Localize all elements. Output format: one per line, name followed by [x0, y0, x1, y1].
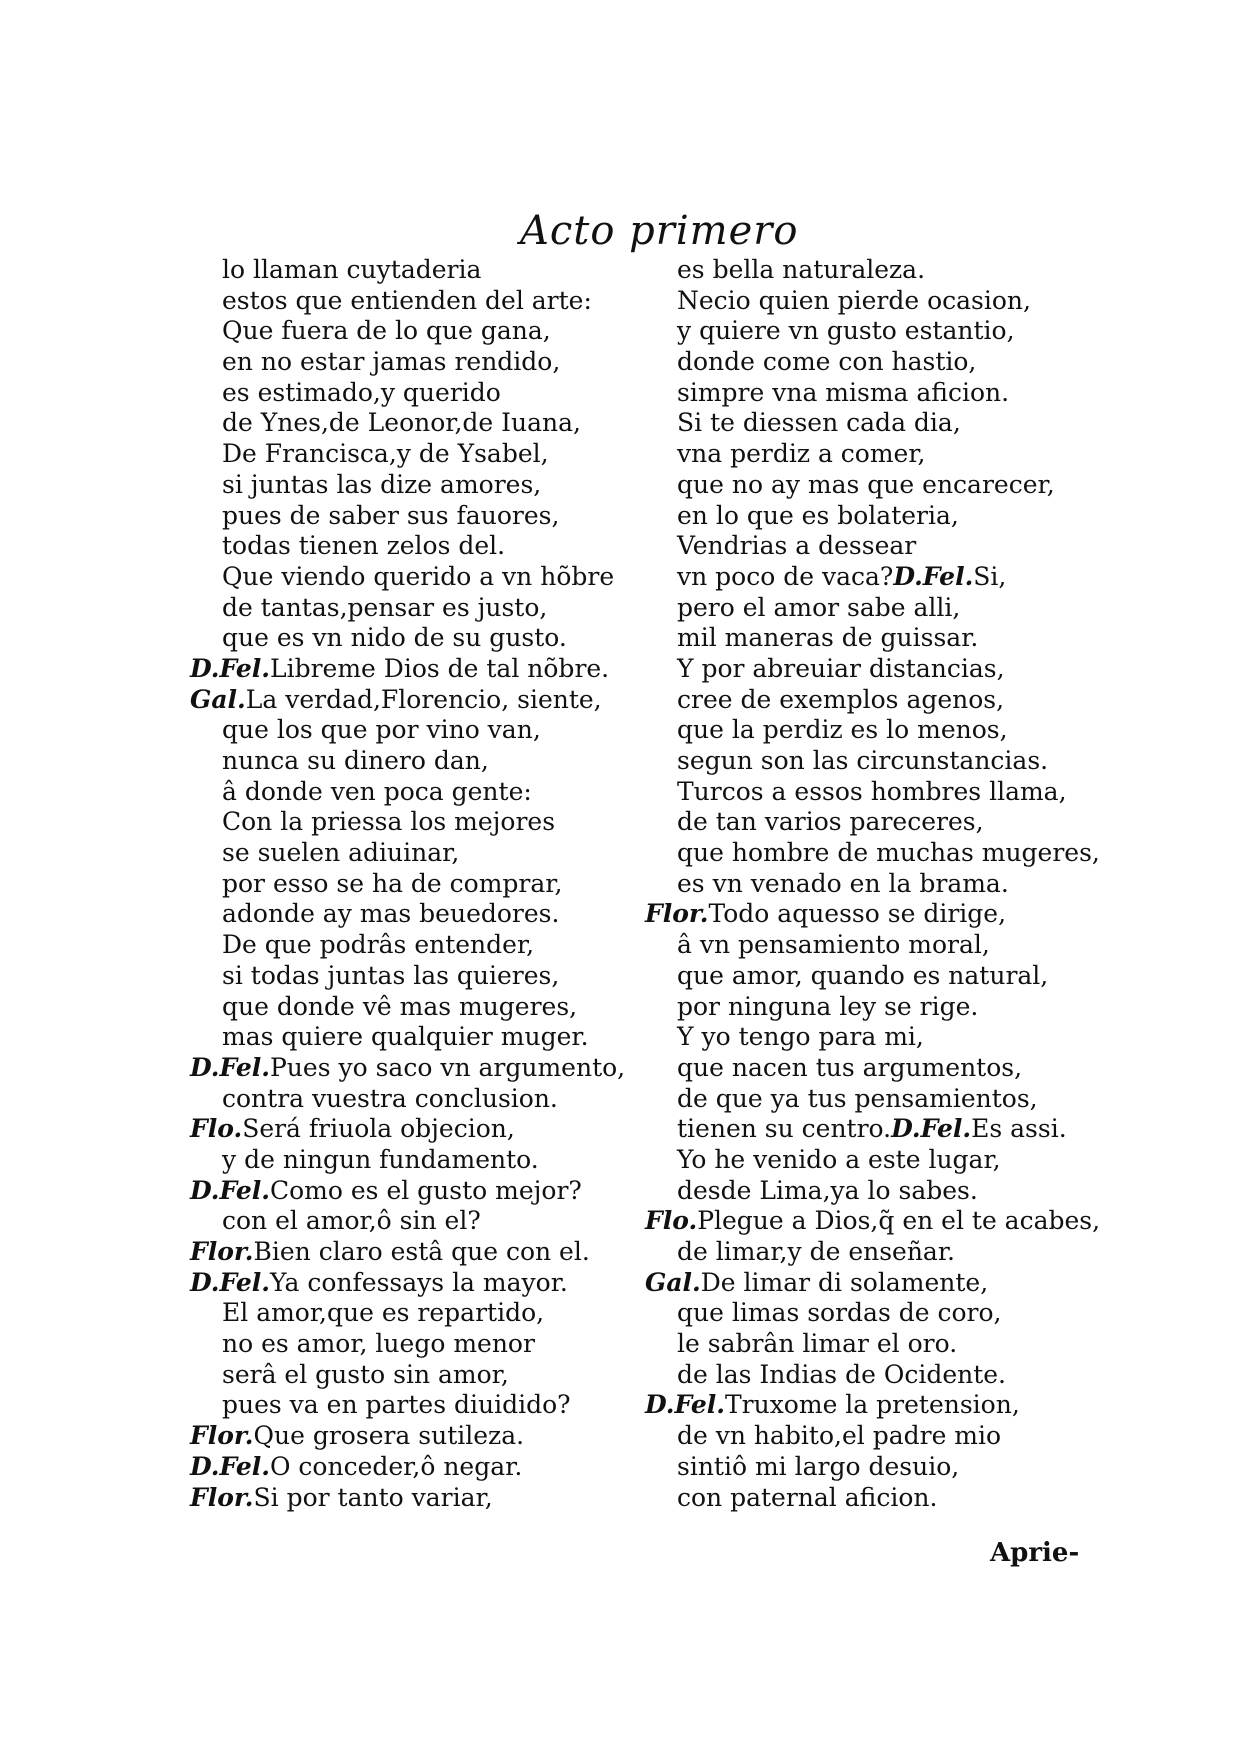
verse-line	[190, 961, 660, 992]
verse-text: El amor,que es repartido,	[222, 1298, 545, 1328]
verse-line	[645, 1237, 1085, 1268]
speaker-label: Gal.	[645, 1267, 701, 1297]
verse-line	[190, 777, 660, 808]
verse-text: nunca su dinero dan,	[222, 746, 489, 775]
verse-text: Plegue a Dios,q̃ en el te acabes,	[697, 1206, 1101, 1236]
verse-text: Si por tanto variar,	[253, 1482, 493, 1512]
verse-line	[190, 1084, 660, 1115]
inline-speaker-label: D.Fel.	[893, 561, 974, 591]
verse-text: â vn pensamiento moral,	[677, 930, 990, 960]
verse-text: Necio quien pierde ocasion,	[677, 285, 1031, 315]
verse-line	[645, 1452, 1085, 1483]
verse-text: Vendrias a dessear	[677, 531, 917, 561]
verse-text: en lo que es bolateria,	[677, 500, 959, 530]
verse-text: Libreme Dios de tal nõbre.	[269, 653, 610, 683]
verse-text: lo llaman cuytaderia	[222, 255, 482, 284]
verse-line	[645, 408, 1085, 439]
verse-text: y quiere vn gusto estantio,	[677, 316, 1015, 346]
verse-line	[190, 685, 660, 716]
verse-line	[190, 1329, 660, 1360]
verse-text: â donde ven poca gente:	[222, 776, 532, 806]
speaker-label: Flo.	[645, 1206, 698, 1236]
verse-line	[190, 470, 660, 501]
verse-text: no es amor, luego menor	[222, 1329, 535, 1359]
speaker-label: D.Fel.	[645, 1390, 725, 1420]
speaker-label: Flo.	[190, 1114, 243, 1144]
verse-text: de limar,y de enseñar.	[677, 1237, 955, 1266]
verse-text: es vn venado en la brama.	[677, 868, 1009, 898]
verse-line	[190, 807, 660, 838]
verse-line	[645, 992, 1085, 1023]
verse-text: donde come con hastio,	[677, 347, 977, 377]
verse-text: que amor, quando es natural,	[677, 960, 1049, 990]
running-header: Acto primero	[520, 208, 799, 254]
verse-line	[190, 347, 660, 378]
speaker-label: D.Fel.	[190, 1267, 270, 1297]
verse-text: La verdad,Florencio, siente,	[245, 684, 602, 714]
speaker-label: Gal.	[190, 684, 246, 714]
inline-speaker-label: D.Fel.	[891, 1114, 972, 1144]
verse-line	[645, 1390, 1085, 1421]
verse-line	[190, 378, 660, 409]
verse-line	[645, 531, 1085, 562]
verse-text: si juntas las dize amores,	[222, 469, 542, 499]
verse-text: desde Lima,ya lo sabes.	[677, 1175, 978, 1205]
verse-line	[190, 1237, 660, 1268]
verse-line	[190, 869, 660, 900]
verse-line	[190, 1483, 660, 1514]
verse-line	[190, 255, 660, 286]
verse-line	[645, 316, 1085, 347]
verse-line	[645, 930, 1085, 961]
verse-line	[645, 1022, 1085, 1053]
verse-text: Y por abreuiar distancias,	[677, 653, 1005, 683]
verse-text: De limar di solamente,	[700, 1267, 989, 1297]
verse-line	[190, 623, 660, 654]
verse-text: le sabrân limar el oro.	[677, 1329, 958, 1359]
verse-line	[190, 838, 660, 869]
verse-line	[645, 1176, 1085, 1207]
verse-line	[190, 1114, 660, 1145]
verse-line	[645, 501, 1085, 532]
verse-line	[645, 1298, 1085, 1329]
verse-text: simpre vna misma aficion.	[677, 377, 1010, 407]
verse-text: de las Indias de Ocidente.	[677, 1359, 1007, 1389]
verse-line	[190, 1421, 660, 1452]
verse-text: pues de saber sus fauores,	[222, 500, 560, 530]
verse-text: si todas juntas las quieres,	[222, 960, 560, 990]
verse-line	[645, 1084, 1085, 1115]
verse-line	[190, 562, 660, 593]
speaker-label: Flor.	[190, 1237, 254, 1266]
verse-text: De Francisca,y de Ysabel,	[222, 439, 549, 469]
verse-line	[645, 1053, 1085, 1084]
verse-line	[190, 1176, 660, 1207]
verse-text: Pues yo saco vn argumento,	[269, 1052, 626, 1082]
verse-line	[190, 439, 660, 470]
verse-text: de Ynes,de Leonor,de Iuana,	[222, 408, 581, 438]
verse-text: con paternal aficion.	[677, 1482, 938, 1512]
verse-text: que nacen tus argumentos,	[677, 1052, 1023, 1082]
verse-line	[190, 286, 660, 317]
verse-line	[645, 899, 1085, 930]
verse-text: Bien claro estâ que con el.	[253, 1237, 590, 1266]
speaker-label: D.Fel.	[190, 1451, 270, 1481]
verse-text: de vn habito,el padre mio	[677, 1421, 1002, 1451]
verse-line	[645, 347, 1085, 378]
speaker-label: D.Fel.	[190, 1175, 270, 1205]
verse-line	[190, 501, 660, 532]
verse-text: mil maneras de guissar.	[677, 623, 979, 653]
verse-line	[645, 470, 1085, 501]
verse-text: Con la priessa los mejores	[222, 807, 556, 837]
verse-text: que donde vê mas mugeres,	[222, 991, 578, 1021]
verse-line	[190, 715, 660, 746]
verse-text: por esso se ha de comprar,	[222, 868, 563, 898]
verse-line	[190, 746, 660, 777]
verse-text: que hombre de muchas mugeres,	[677, 838, 1100, 868]
verse-text: que no ay mas que encarecer,	[677, 469, 1055, 499]
verse-text: que es vn nido de su gusto.	[222, 623, 567, 653]
inline-verse-text: Es assi.	[971, 1114, 1067, 1144]
verse-text: en no estar jamas rendido,	[222, 347, 561, 377]
verse-line	[645, 838, 1100, 869]
speaker-label: Flor.	[190, 1421, 254, 1451]
verse-line	[645, 1114, 1085, 1145]
verse-text: que la perdiz es lo menos,	[677, 715, 1008, 745]
inline-verse-text: Si,	[973, 561, 1007, 591]
verse-line	[645, 255, 1085, 286]
verse-line	[190, 1360, 660, 1391]
verse-text: vn poco de vaca?	[677, 561, 894, 591]
verse-line	[190, 531, 660, 562]
verse-text: O conceder,ô negar.	[269, 1451, 523, 1481]
verse-line	[190, 1022, 660, 1053]
verse-line	[190, 654, 660, 685]
verse-line	[645, 1329, 1085, 1360]
verse-text: De que podrâs entender,	[222, 930, 535, 960]
verse-line	[190, 1390, 660, 1421]
verse-line	[190, 899, 660, 930]
verse-text: por ninguna ley se rige.	[677, 991, 979, 1021]
verse-text: adonde ay mas beuedores.	[222, 899, 560, 929]
verse-text: Que viendo querido a vn hõbre	[222, 561, 615, 591]
verse-line	[645, 1360, 1085, 1391]
verse-line	[190, 316, 660, 347]
verse-text: Todo aquesso se dirige,	[708, 899, 1007, 929]
verse-text: Ya confessays la mayor.	[269, 1267, 568, 1297]
verse-text: contra vuestra conclusion.	[222, 1083, 558, 1113]
speaker-label: Flor.	[190, 1482, 254, 1512]
verse-line	[645, 1145, 1085, 1176]
verse-text: mas quiere qualquier muger.	[222, 1022, 589, 1052]
verse-text: Truxome la pretension,	[724, 1390, 1020, 1420]
verse-line	[645, 593, 1085, 624]
verse-text: de tantas,pensar es justo,	[222, 592, 548, 622]
verse-line	[645, 777, 1085, 808]
verse-line	[645, 439, 1085, 470]
verse-text: que los que por vino van,	[222, 715, 541, 745]
verse-line	[645, 623, 1085, 654]
speaker-label: D.Fel.	[190, 1052, 270, 1082]
verse-text: todas tienen zelos del.	[222, 531, 506, 561]
verse-line	[190, 1053, 660, 1084]
verse-line	[645, 685, 1085, 716]
verse-text: Que fuera de lo que gana,	[222, 316, 551, 346]
verse-line	[190, 593, 660, 624]
catchword: Aprie-	[990, 1538, 1080, 1568]
verse-line	[645, 286, 1085, 317]
verse-line	[190, 992, 660, 1023]
speaker-label: D.Fel.	[190, 653, 270, 683]
verse-line	[190, 1268, 660, 1299]
verse-line	[645, 715, 1085, 746]
verse-line	[190, 1452, 660, 1483]
verse-text: tienen su centro.	[677, 1114, 892, 1144]
verse-line	[645, 869, 1085, 900]
verse-line	[190, 1206, 660, 1237]
verse-text: segun son las circunstancias.	[677, 746, 1049, 775]
verse-text: estos que entienden del arte:	[222, 285, 592, 315]
verse-text: y de ningun fundamento.	[222, 1144, 539, 1174]
verse-line	[645, 807, 1085, 838]
verse-text: cree de exemplos agenos,	[677, 684, 1005, 714]
verse-line	[190, 1145, 660, 1176]
left-column	[190, 255, 660, 1513]
verse-text: Que grosera sutileza.	[253, 1421, 525, 1451]
verse-line	[645, 654, 1085, 685]
verse-line	[645, 1421, 1085, 1452]
verse-text: Y yo tengo para mi,	[677, 1022, 924, 1052]
speaker-label: Flor.	[645, 899, 709, 929]
verse-line	[645, 1483, 1085, 1514]
verse-line	[645, 746, 1085, 777]
verse-text: Será friuola objecion,	[242, 1114, 515, 1144]
verse-line	[190, 408, 660, 439]
verse-line	[645, 562, 1085, 593]
verse-text: serâ el gusto sin amor,	[222, 1359, 509, 1389]
verse-line	[645, 1268, 1085, 1299]
verse-text: con el amor,ô sin el?	[222, 1206, 481, 1236]
verse-text: Turcos a essos hombres llama,	[677, 776, 1067, 806]
verse-text: de tan varios pareceres,	[677, 807, 984, 837]
verse-text: pues va en partes diuidido?	[222, 1390, 571, 1420]
verse-line	[190, 1298, 660, 1329]
verse-text: Yo he venido a este lugar,	[677, 1144, 1001, 1174]
verse-text: de que ya tus pensamientos,	[677, 1083, 1038, 1113]
verse-text: se suelen adiuinar,	[222, 838, 460, 868]
verse-text: Como es el gusto mejor?	[269, 1175, 582, 1205]
verse-text: Si te diessen cada dia,	[677, 408, 961, 438]
verse-text: es bella naturaleza.	[677, 255, 926, 284]
verse-text: que limas sordas de coro,	[677, 1298, 1002, 1328]
verse-text: es estimado,y querido	[222, 377, 501, 407]
verse-line	[645, 378, 1085, 409]
verse-line	[190, 930, 660, 961]
verse-text: vna perdiz a comer,	[677, 439, 926, 469]
verse-text: pero el amor sabe alli,	[677, 592, 961, 622]
verse-line	[645, 1206, 1101, 1237]
verse-text: sintiô mi largo desuio,	[677, 1451, 960, 1481]
right-column	[645, 255, 1101, 1513]
verse-line	[645, 961, 1085, 992]
